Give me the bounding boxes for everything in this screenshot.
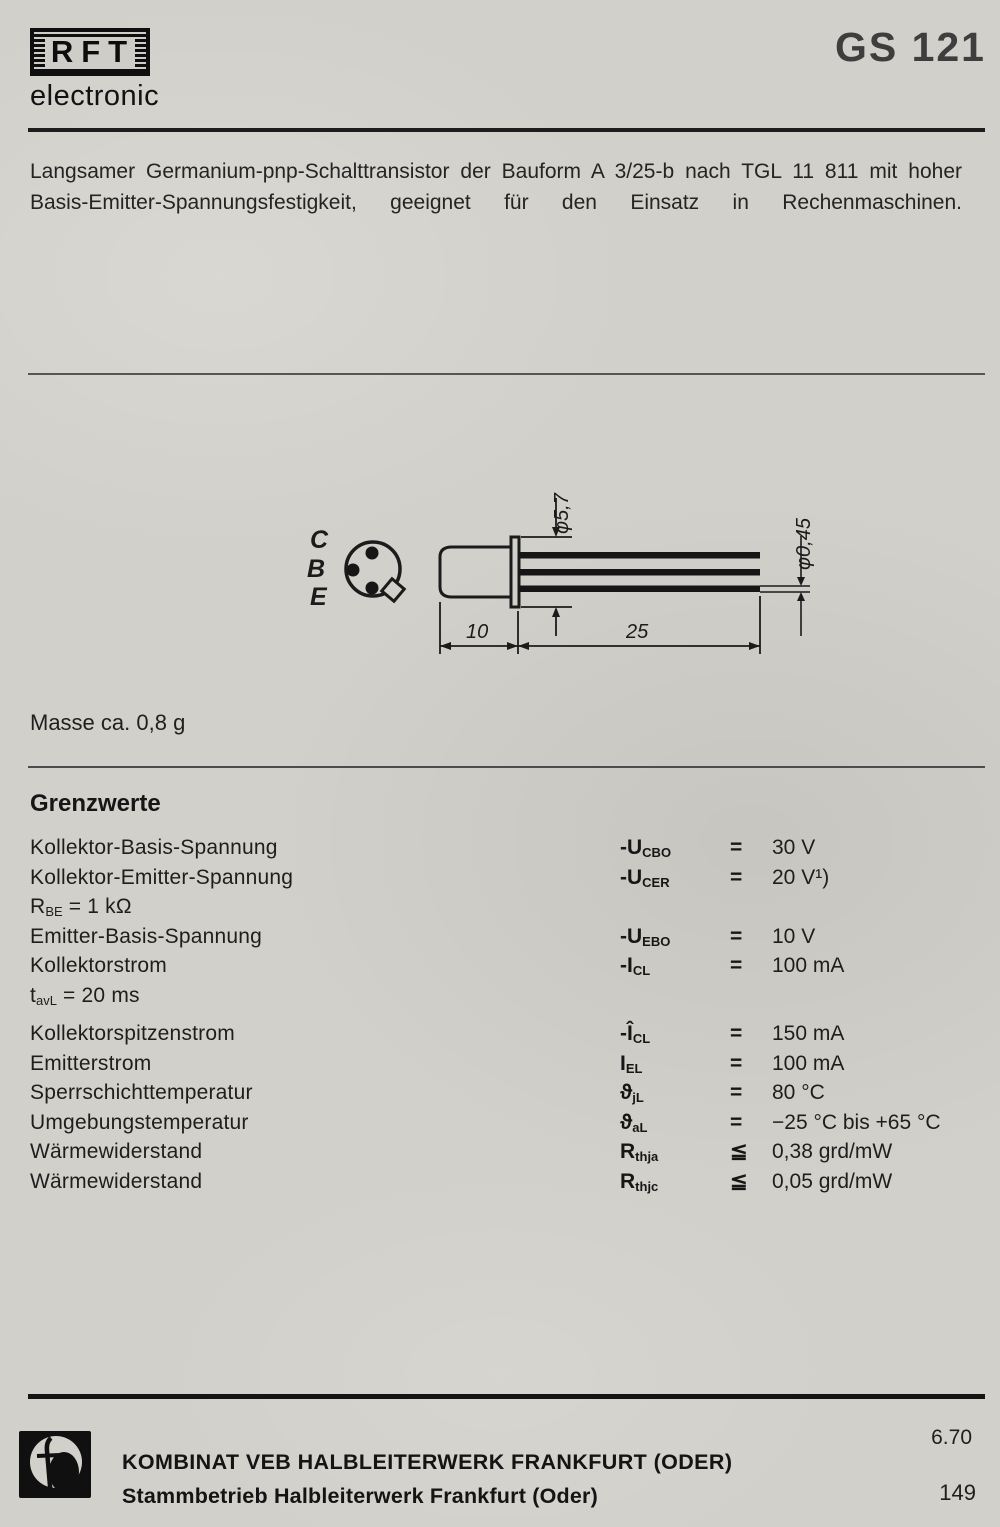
limit-value: 150 mA <box>772 1022 845 1045</box>
limits-row <box>30 1078 980 1108</box>
limit-value: 0,38 grd/mW <box>772 1140 893 1163</box>
limit-parameter-label: Kollektorspitzenstrom <box>30 1022 235 1045</box>
limits-row <box>30 892 980 922</box>
limit-relation: = <box>730 865 743 889</box>
limits-row <box>30 1019 980 1049</box>
limit-symbol: $-I_{CL}$ <box>620 954 651 978</box>
limit-parameter-label: Wärmewiderstand <box>30 1169 203 1193</box>
limit-parameter-label: Wärmewiderstand <box>30 1140 203 1163</box>
limit-relation: = <box>730 1022 743 1045</box>
footer-rule <box>28 1394 985 1399</box>
limit-symbol: $-U_{EBO}$ <box>620 924 671 949</box>
dim-label-lead-length: 25 <box>626 621 649 643</box>
pin-label-c: C <box>310 526 329 554</box>
limit-relation: = <box>730 1110 743 1134</box>
limit-symbol: $-Î_{CL}$ <box>620 1022 651 1046</box>
limits-row <box>30 1108 980 1138</box>
package-side-view <box>440 537 760 607</box>
limits-row <box>30 951 980 981</box>
limits-row <box>30 1167 980 1197</box>
limit-relation: = <box>730 924 743 948</box>
limits-heading: Grenzwerte <box>30 790 161 817</box>
limit-value: 80 °C <box>772 1081 825 1104</box>
footer-date-code: 6.70 <box>931 1426 972 1449</box>
limit-relation: = <box>730 954 743 977</box>
footer-company-line1: KOMBINAT VEB HALBLEITERWERK FRANKFURT (ODER) <box>122 1450 733 1474</box>
dim-cap-diameter <box>521 492 573 636</box>
limit-parameter-label: Sperrschichttemperatur <box>30 1081 253 1104</box>
limit-value: 100 mA <box>772 954 845 977</box>
limit-value: 10 V <box>772 924 816 948</box>
limit-symbol: $R_{thjc}$ <box>620 1169 659 1194</box>
transistor-package-diagram <box>280 440 820 680</box>
dim-lead-diameter <box>760 517 815 636</box>
section-rule-mid <box>28 766 985 768</box>
limit-relation: = <box>730 1081 743 1104</box>
limit-value: 100 mA <box>772 1051 845 1075</box>
limit-relation: ≦ <box>730 1140 748 1163</box>
limit-symbol: $I_{EL}$ <box>620 1051 643 1076</box>
header-rule <box>28 128 985 132</box>
rft-logo-text: RFT <box>45 37 135 67</box>
limits-row <box>30 981 980 1011</box>
limit-symbol: $ϑ_{jL}$ <box>620 1081 644 1105</box>
part-number: GS 121 <box>834 24 986 70</box>
limit-value: 20 V¹) <box>772 865 830 889</box>
dim-lengths <box>440 596 760 654</box>
limit-symbol: $ϑ_{aL}$ <box>620 1110 648 1135</box>
limit-parameter-label: Kollektor-Basis-Spannung <box>30 836 278 859</box>
rft-logo <box>30 28 150 76</box>
limits-row <box>30 863 980 893</box>
dim-label-cap-diameter: φ5,7 <box>551 493 573 534</box>
limit-value: 30 V <box>772 836 816 859</box>
footer-company-line2: Stammbetrieb Halbleiterwerk Frankfurt (Oder) <box>122 1484 598 1508</box>
limit-value: 0,05 grd/mW <box>772 1169 893 1193</box>
pin-label-e: E <box>310 583 327 611</box>
intro-paragraph: Langsamer Germanium-pnp-Schalttransistor der Bauform A 3/25-b nach TGL 11 811 mit hoher Basis-Emitter-Spannungsfestigkeit, geeignet für den Einsatz in Rechenmaschinen. <box>30 160 962 214</box>
limit-parameter-label: $t_{avL} = 20$ ms <box>30 983 140 1008</box>
limit-parameter-label: Kollektorstrom <box>30 954 168 977</box>
dim-label-body-length: 10 <box>466 621 489 643</box>
footer-page-number: 149 <box>939 1480 976 1505</box>
pinout-view <box>346 542 404 601</box>
brand-subtitle: electronic <box>30 80 160 112</box>
dim-label-lead-diameter: φ0,45 <box>793 518 815 570</box>
limits-row <box>30 1137 980 1167</box>
hfo-logo <box>18 1430 92 1500</box>
limits-row <box>30 922 980 952</box>
limit-value: −25 °C bis +65 °C <box>772 1110 941 1134</box>
limit-parameter-label: $R_{BE} = 1$ kΩ <box>30 895 132 919</box>
limit-symbol: $-U_{CER}$ <box>620 865 670 890</box>
mass-note: Masse ca. 0,8 g <box>30 710 186 735</box>
limit-symbol: $-U_{CBO}$ <box>620 836 672 860</box>
limits-row <box>30 833 980 863</box>
limit-relation: ≦ <box>730 1169 748 1193</box>
limit-relation: = <box>730 836 743 859</box>
pin-label-b: B <box>307 555 326 583</box>
limit-relation: = <box>730 1051 743 1075</box>
limits-row <box>30 1049 980 1079</box>
limit-parameter-label: Emitterstrom <box>30 1051 152 1075</box>
limits-table <box>30 833 980 1196</box>
limit-parameter-label: Umgebungstemperatur <box>30 1110 249 1134</box>
section-rule-top <box>28 373 985 375</box>
limit-parameter-label: Emitter-Basis-Spannung <box>30 924 263 948</box>
limit-parameter-label: Kollektor-Emitter-Spannung <box>30 865 294 889</box>
limit-symbol: $R_{thja}$ <box>620 1140 659 1164</box>
